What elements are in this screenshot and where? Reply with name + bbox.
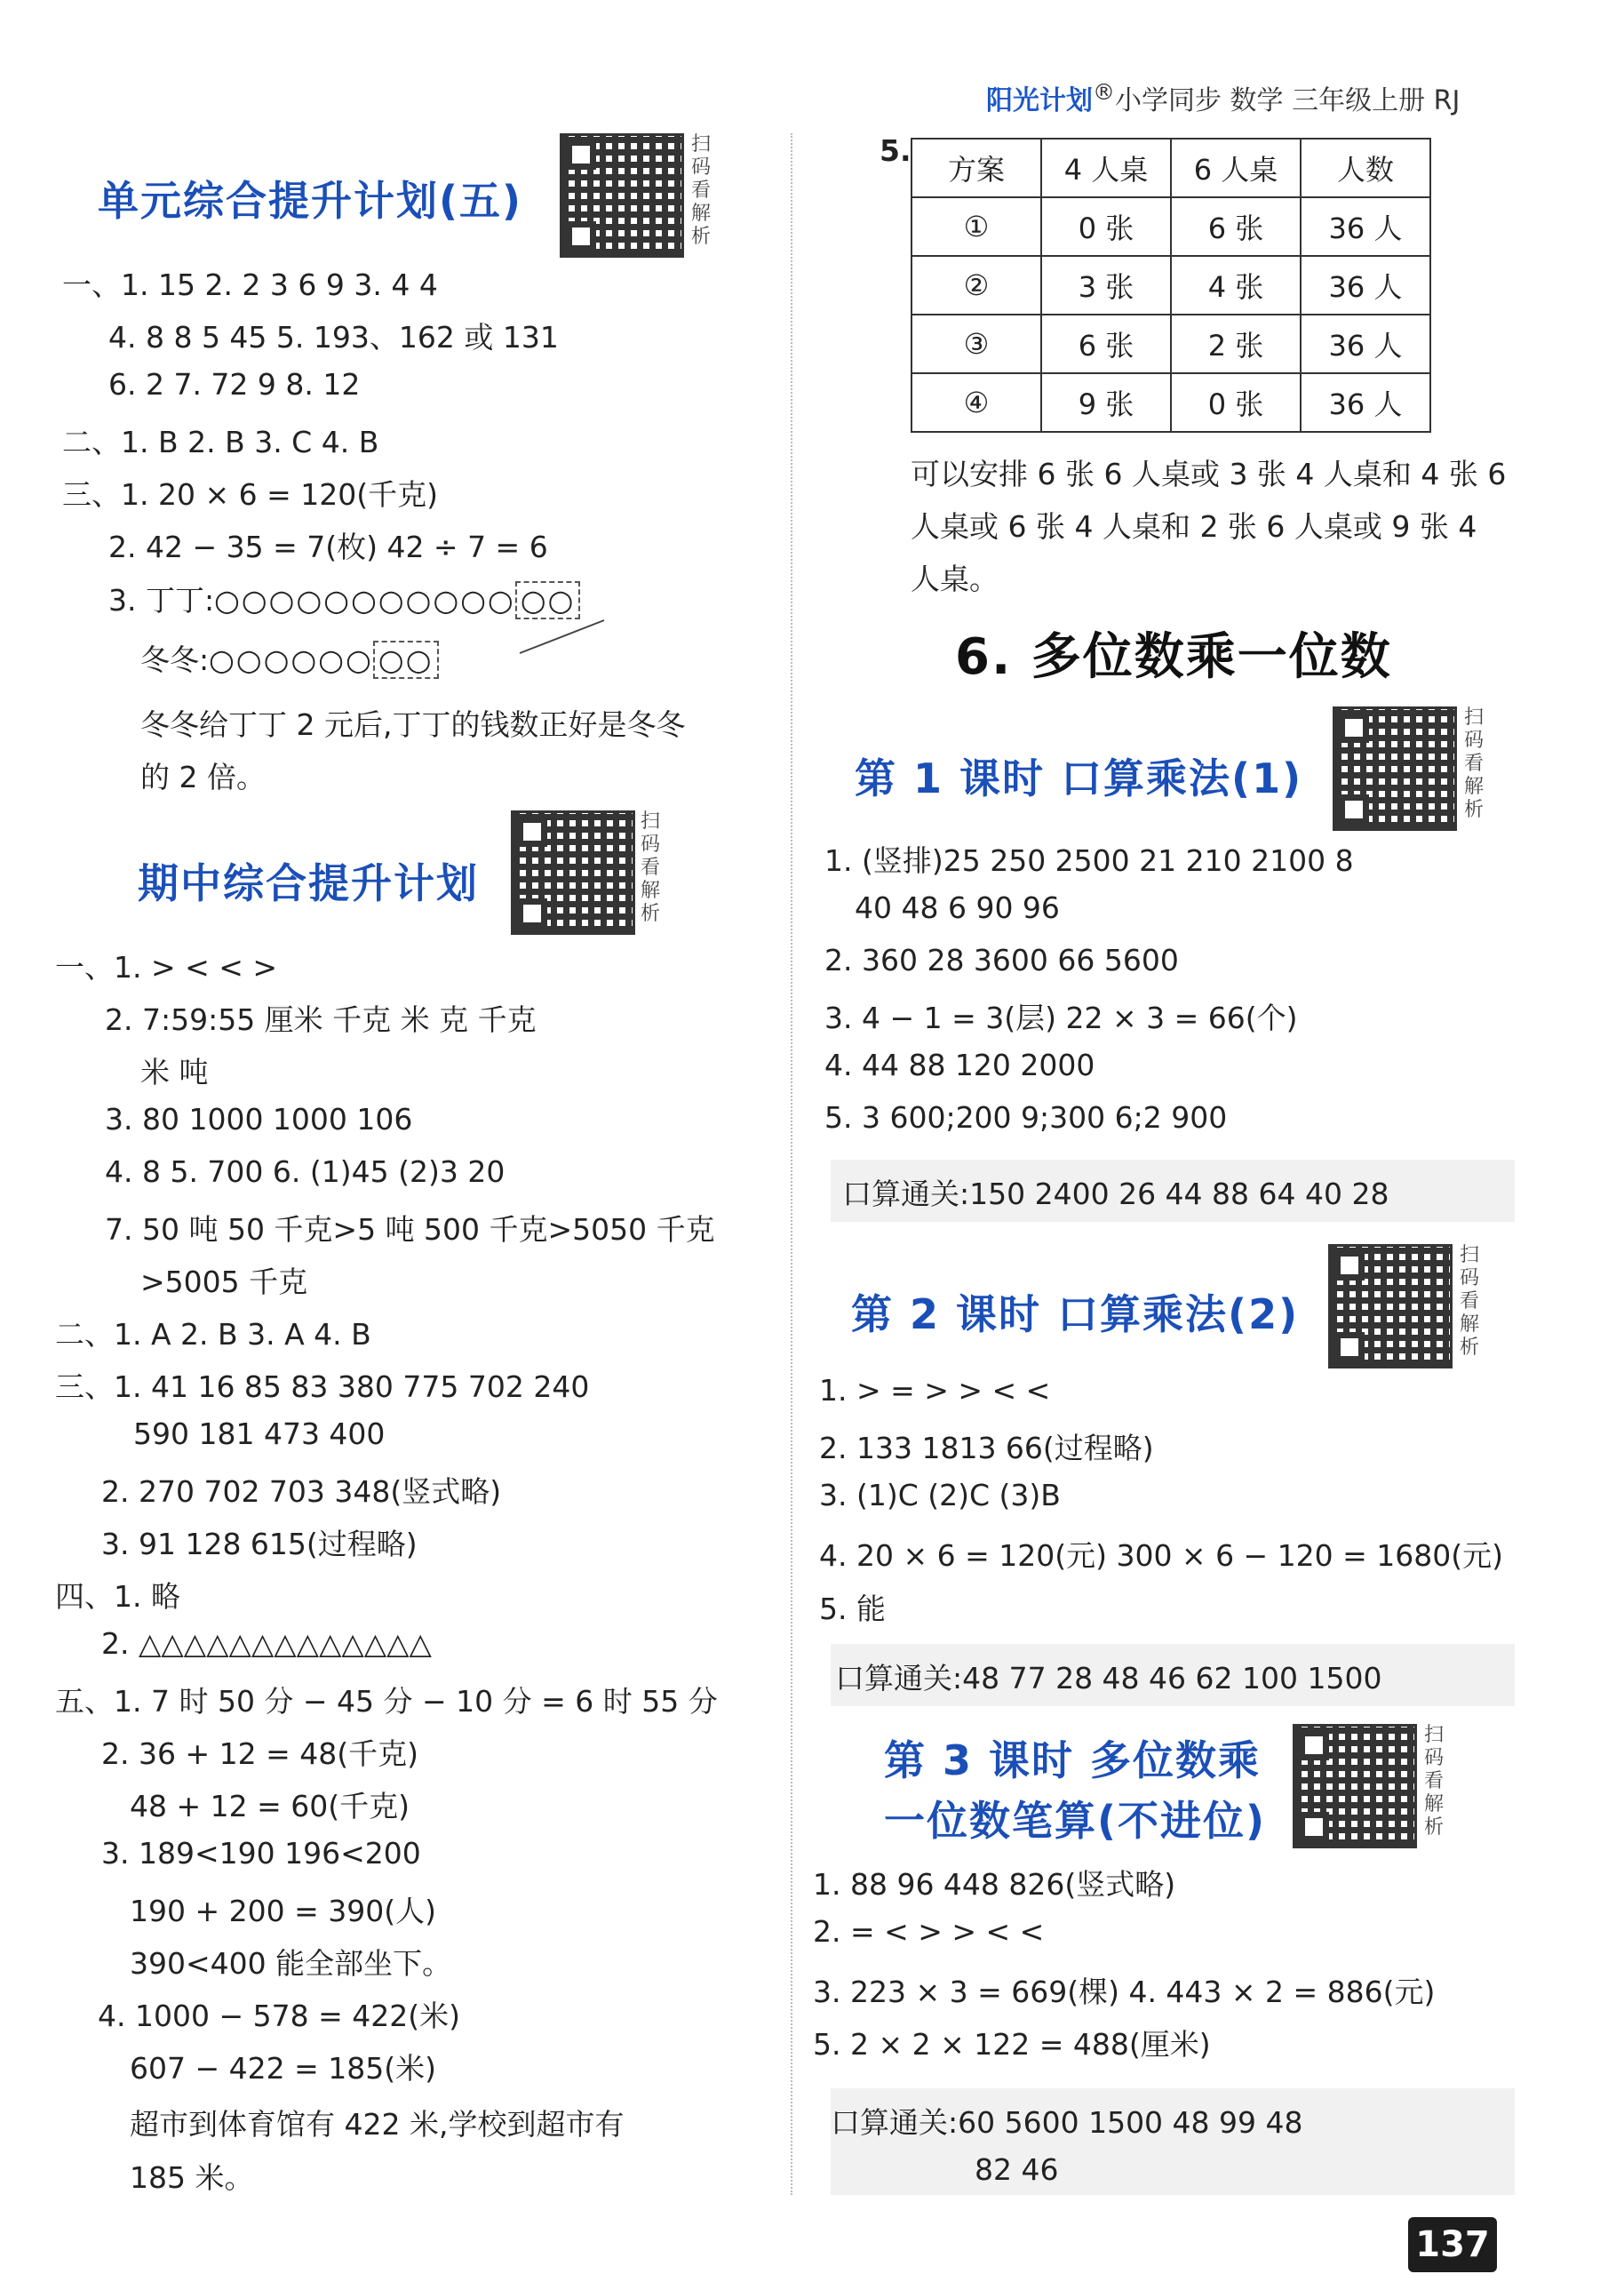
circle-diagram-dingding (108, 578, 580, 619)
answer-line: 5. 2 × 2 × 122 = 488(厘米) (813, 2027, 1211, 2062)
table-cell: 36 人 (1301, 315, 1430, 373)
qr-label: 扫码看解析 (1423, 1724, 1444, 1839)
table-row (912, 315, 1430, 373)
answer-line: 二、1. B 2. B 3. C 4. B (62, 425, 379, 459)
table-cell: ③ (912, 315, 1041, 373)
answer-line: 3. 91 128 615(过程略) (101, 1527, 418, 1561)
question-number: 5. (880, 133, 912, 168)
lesson-title: 第 3 课时 多位数乘 (884, 1736, 1262, 1784)
table-cell: 36 人 (1301, 197, 1430, 256)
table-header: 6 人桌 (1171, 139, 1301, 197)
answer-line: 2. 133 1813 66(过程略) (819, 1431, 1154, 1465)
answer-line: 3. (1)C (2)C (3)B (819, 1478, 1061, 1512)
answer-line: 3. 80 1000 1000 106 (105, 1102, 413, 1137)
answer-line: 的 2 倍。 (140, 760, 266, 794)
table-header-row (912, 139, 1430, 197)
transfer-arrow-icon (515, 613, 613, 658)
dingding-label: 3. 丁丁: (108, 583, 215, 618)
header-subtitle: 小学同步 数学 三年级上册 RJ (1115, 85, 1461, 116)
answer-line: 3. 223 × 3 = 669(棵) 4. 443 × 2 = 886(元) (813, 1975, 1436, 2009)
answer-line: 可以安排 6 张 6 人桌或 3 张 4 人桌和 4 张 6 (911, 457, 1507, 491)
table-cell: 2 张 (1171, 315, 1301, 373)
table-cell: 0 张 (1171, 373, 1301, 432)
table-cell: ① (912, 197, 1041, 256)
answer-line: 4. 1000 − 578 = 422(米) (98, 1999, 460, 2033)
dingding-extra-circles: ○○ (515, 581, 581, 619)
answer-line: 三、1. 20 × 6 = 120(千克) (62, 477, 438, 512)
dongdong-label: 冬冬: (140, 642, 210, 677)
answer-line: 1. 88 96 448 826(竖式略) (813, 1867, 1176, 1902)
dingding-circles: ○○○○○○○○○○○ (214, 583, 515, 618)
brand: 阳光计划 (986, 85, 1093, 116)
answer-line: 7. 50 吨 50 千克>5 吨 500 千克>5050 千克 (105, 1212, 715, 1247)
table-row (912, 373, 1430, 432)
answer-line: 2. 360 28 3600 66 5600 (824, 943, 1179, 977)
qr-code-icon[interactable] (511, 810, 635, 935)
answer-line: 五、1. 7 时 50 分 − 45 分 − 10 分 = 6 时 55 分 (55, 1684, 718, 1719)
answer-line: 185 米。 (130, 2160, 254, 2195)
oral-practice-line: 口算通关:150 2400 26 44 88 64 40 28 (842, 1177, 1389, 1211)
table-cell: 36 人 (1301, 256, 1430, 315)
oral-practice-line: 口算通关:48 77 28 48 46 62 100 1500 (835, 1661, 1382, 1696)
table-cell: 0 张 (1041, 197, 1171, 256)
qr-code-icon[interactable] (1333, 706, 1457, 831)
answer-line: 590 181 473 400 (133, 1416, 386, 1451)
table-row (912, 197, 1430, 256)
table-cell: 6 张 (1171, 197, 1301, 256)
answer-line: 48 + 12 = 60(千克) (130, 1789, 410, 1823)
circle-diagram-dongdong (140, 637, 439, 679)
chapter-title: 6. 多位数乘一位数 (955, 628, 1392, 686)
answer-line: 一、1. 15 2. 2 3 6 9 3. 4 4 (62, 267, 438, 302)
qr-code-icon[interactable] (560, 133, 684, 258)
answer-line: 4. 8 8 5 45 5. 193、162 或 131 (108, 320, 559, 355)
answer-line: 2. 7:59:55 厘米 千克 米 克 千克 (105, 1002, 537, 1037)
qr-code-icon[interactable] (1293, 1724, 1417, 1848)
answer-line: 人桌。 (911, 562, 999, 596)
answer-line: 5. 3 600;200 9;300 6;2 900 (824, 1100, 1228, 1135)
answer-line: 607 − 422 = 185(米) (130, 2051, 436, 2086)
table-cell: ② (912, 256, 1041, 315)
table-header: 方案 (912, 139, 1041, 197)
table-cell: 36 人 (1301, 373, 1430, 432)
answer-line: 1. (竖排)25 250 2500 21 210 2100 8 (824, 843, 1354, 878)
lesson-title: 第 1 课时 口算乘法(1) (855, 754, 1303, 802)
table-cell: 3 张 (1041, 256, 1171, 315)
answer-line: 6. 2 7. 72 9 8. 12 (108, 367, 361, 402)
answer-line: 四、1. 略 (55, 1579, 180, 1614)
table-row (912, 256, 1430, 315)
answer-line: 超市到体育馆有 422 米,学校到超市有 (130, 2107, 625, 2142)
table-cell: 4 张 (1171, 256, 1301, 315)
qr-label: 扫码看解析 (1463, 706, 1484, 821)
registered-mark: ® (1093, 79, 1115, 105)
unit-title: 单元综合提升计划(五) (98, 177, 523, 225)
answer-line: 390<400 能全部坐下。 (130, 1946, 452, 1981)
table-cell: ④ (912, 373, 1041, 432)
column-divider (791, 133, 792, 2195)
answer-line: 3. 189<190 196<200 (101, 1836, 421, 1871)
answer-line: 二、1. A 2. B 3. A 4. B (55, 1317, 371, 1352)
seating-plan-table (911, 138, 1431, 433)
qr-code-icon[interactable] (1328, 1244, 1453, 1368)
answer-line: >5005 千克 (140, 1265, 308, 1299)
answer-line: 4. 44 88 120 2000 (824, 1048, 1095, 1082)
running-header (986, 78, 1460, 117)
lesson-title: 一位数笔算(不进位) (884, 1797, 1267, 1845)
table-cell: 6 张 (1041, 315, 1171, 373)
answer-line: 2. 42 − 35 = 7(枚) 42 ÷ 7 = 6 (108, 530, 548, 564)
answer-line: 40 48 6 90 96 (855, 890, 1060, 925)
answer-line: 5. 能 (819, 1592, 886, 1626)
dongdong-circles: ○○○○○○ (209, 642, 373, 677)
answer-line: 2. △△△△△△△△△△△△△ (101, 1626, 432, 1661)
answer-line: 一、1. > < < > (55, 950, 278, 985)
answer-line: 2. = < > > < < (813, 1914, 1045, 1949)
answer-line: 三、1. 41 16 85 83 380 775 702 240 (55, 1369, 590, 1404)
table-cell: 9 张 (1041, 373, 1171, 432)
oral-practice-line: 82 46 (975, 2152, 1059, 2187)
answer-line: 米 吨 (140, 1055, 209, 1089)
dongdong-extra-circles: ○○ (373, 641, 439, 679)
answer-line: 1. > = > > < < (819, 1373, 1051, 1408)
table-header: 4 人桌 (1041, 139, 1171, 197)
answer-line: 冬冬给丁丁 2 元后,丁丁的钱数正好是冬冬 (140, 707, 686, 742)
page-number: 137 (1408, 2217, 1497, 2272)
table-header: 人数 (1301, 139, 1430, 197)
answer-line: 4. 20 × 6 = 120(元) 300 × 6 − 120 = 1680(元) (819, 1538, 1504, 1573)
qr-label: 扫码看解析 (690, 133, 711, 248)
answer-line: 人桌或 6 张 4 人桌和 2 张 6 人桌或 9 张 4 (911, 509, 1477, 544)
oral-practice-line: 口算通关:60 5600 1500 48 99 48 (831, 2105, 1303, 2140)
answer-line: 3. 4 − 1 = 3(层) 22 × 3 = 66(个) (824, 1001, 1298, 1035)
lesson-title: 第 2 课时 口算乘法(2) (851, 1290, 1300, 1338)
midterm-title: 期中综合提升计划 (138, 859, 479, 907)
qr-label: 扫码看解析 (1459, 1244, 1479, 1359)
answer-line: 190 + 200 = 390(人) (130, 1894, 436, 1928)
qr-label: 扫码看解析 (640, 810, 660, 925)
answer-line: 4. 8 5. 700 6. (1)45 (2)3 20 (105, 1154, 506, 1189)
answer-line: 2. 36 + 12 = 48(千克) (101, 1736, 418, 1771)
answer-line: 2. 270 702 703 348(竖式略) (101, 1474, 502, 1509)
